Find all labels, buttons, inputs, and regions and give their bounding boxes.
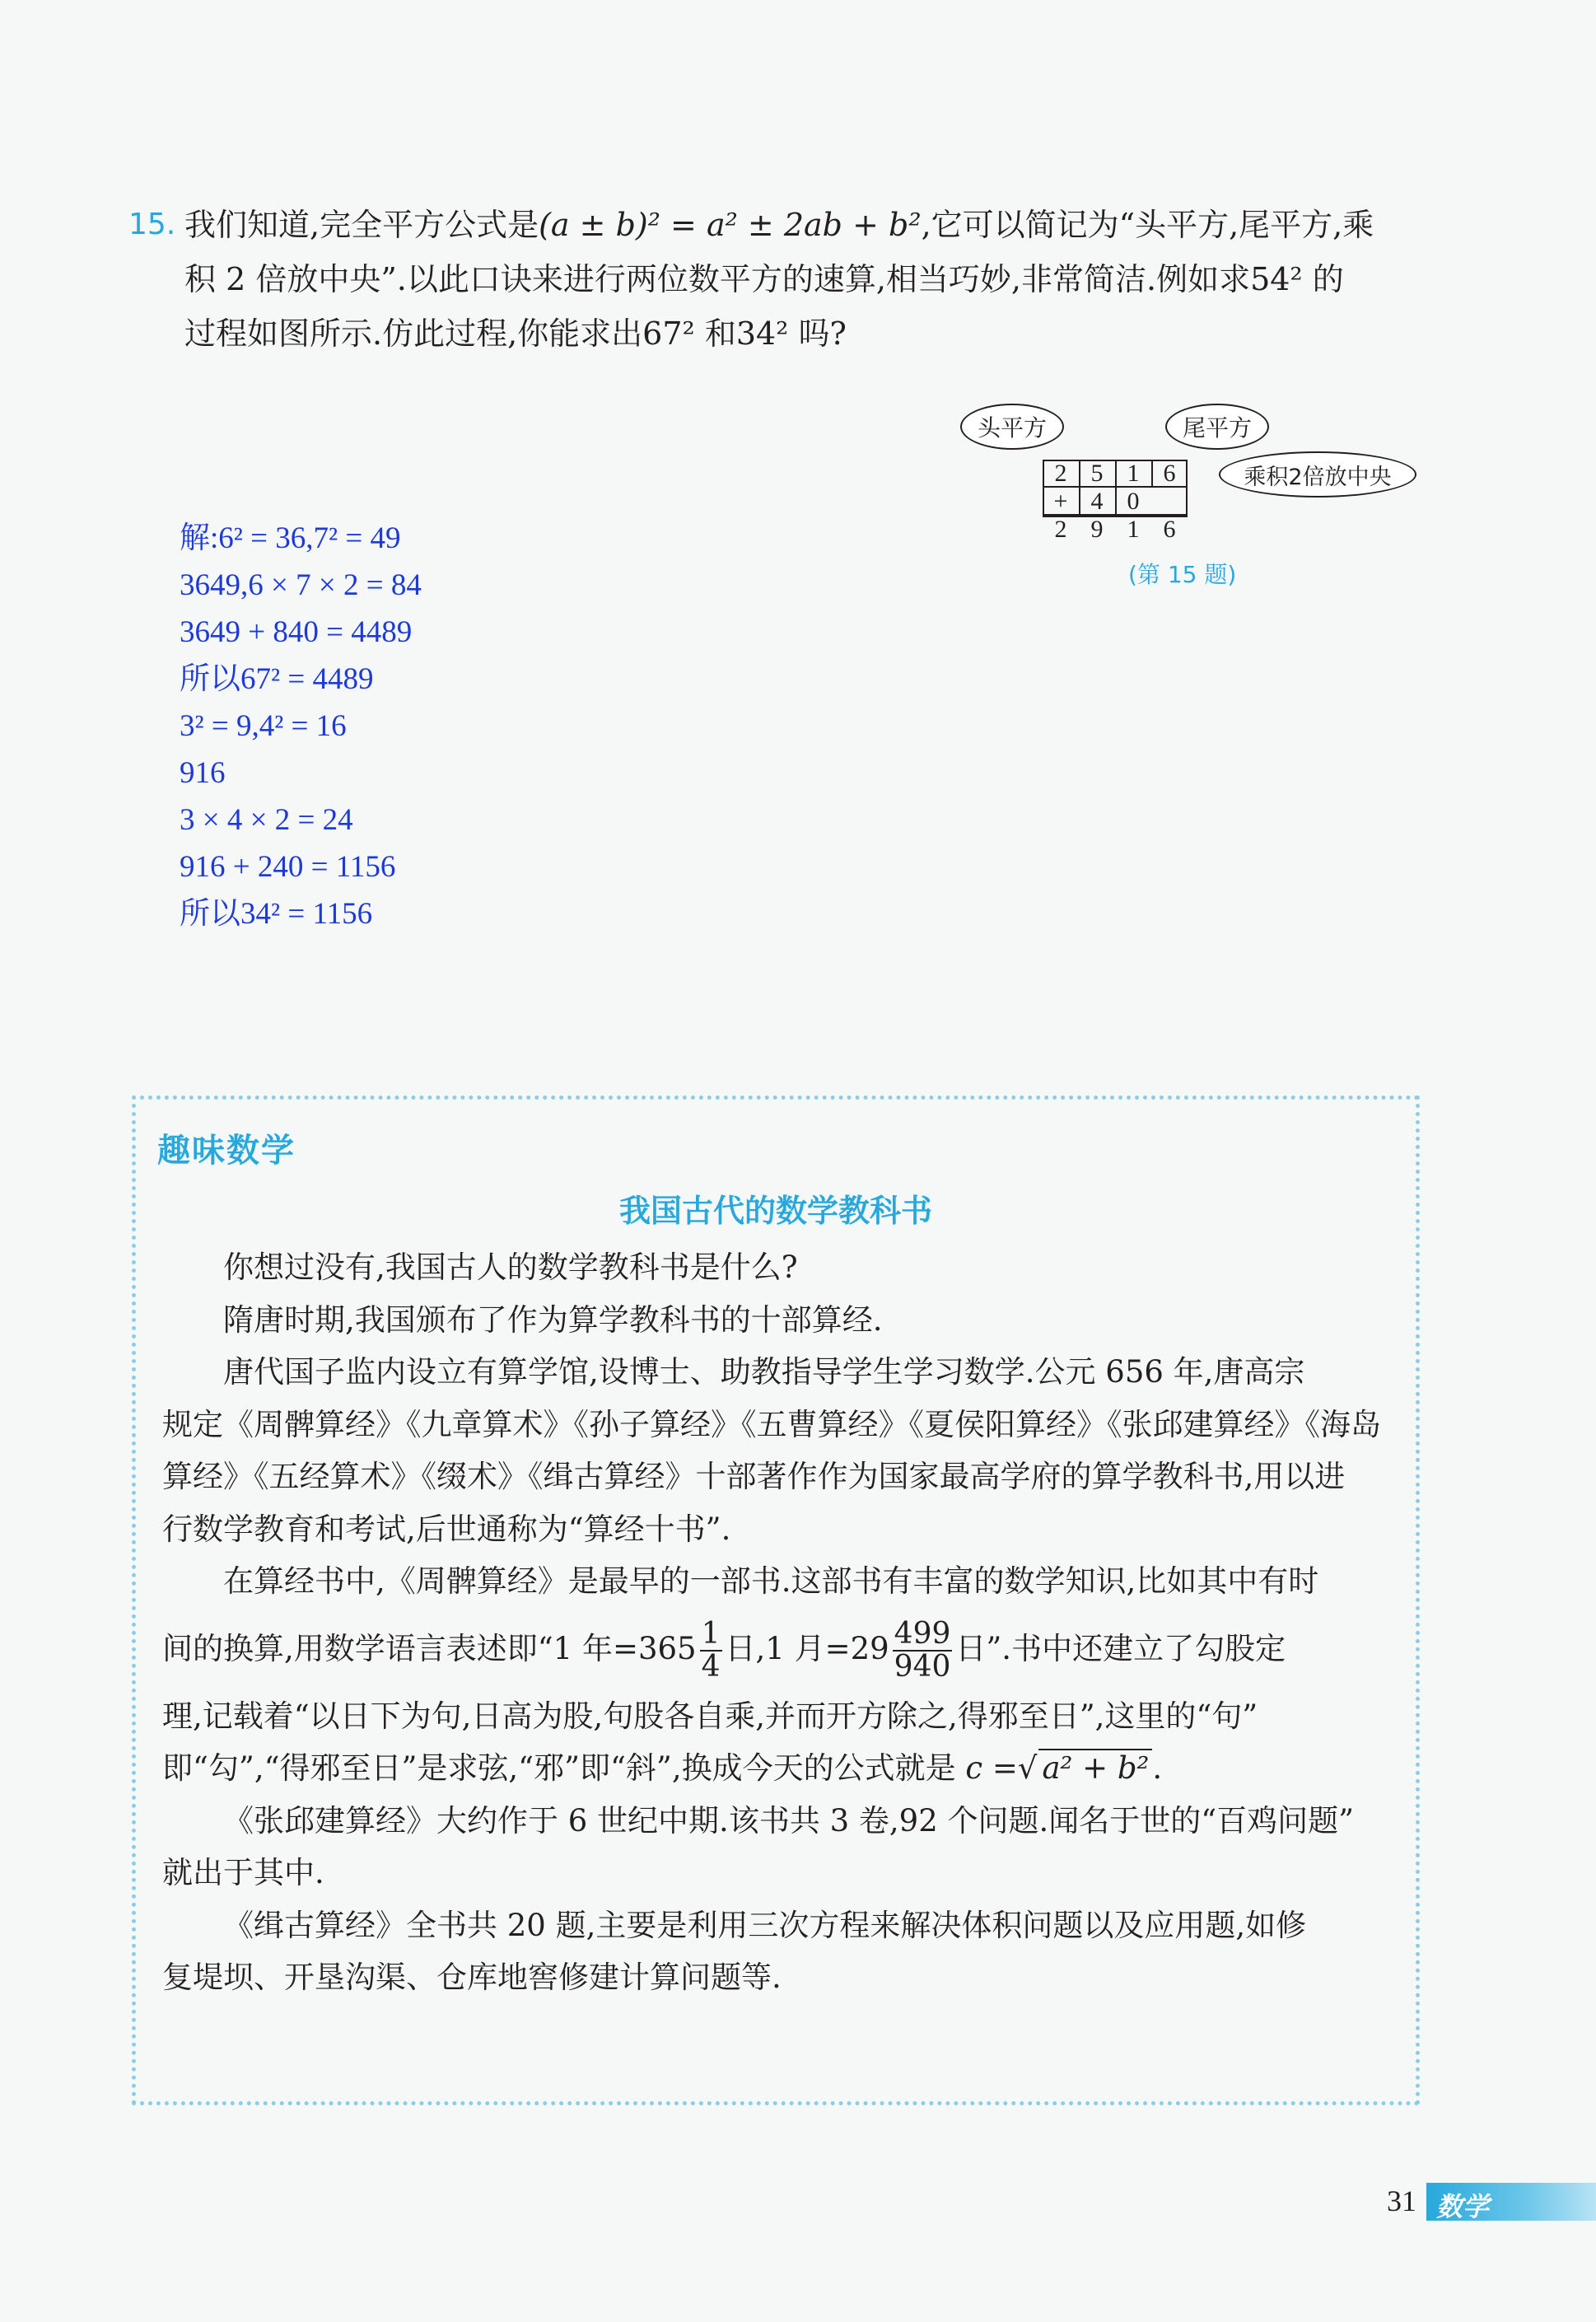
- page-number: 31: [1387, 2184, 1416, 2217]
- paragraph-6-line-2: 复堤坝、开垦沟渠、仓库地窖修建计算问题等.: [162, 1960, 782, 1995]
- fraction-month: $\frac{499}{940}$: [894, 1617, 951, 1684]
- solution-line: 所以34² = 1156: [180, 897, 373, 931]
- digit-cell: 9: [1090, 516, 1104, 543]
- digit-cell: 4: [1090, 488, 1104, 515]
- paragraph-3-line-4: 行数学教育和考试,后世通称为“算经十书”.: [162, 1511, 731, 1547]
- solution-line: 3 × 4 × 2 = 24: [180, 803, 353, 837]
- paragraph-3-line-2: 规定《周髀算经》《九章算术》《孙子算经》《五曹算经》《夏侯阳算经》《张邱建算经》《海岛: [162, 1406, 1381, 1442]
- subject-tab: [1426, 2183, 1596, 2221]
- solution-line: 916: [180, 756, 226, 790]
- solution-line: 解:6² = 36,7² = 49: [180, 521, 401, 555]
- paragraph-5-line-2: 就出于其中.: [162, 1855, 324, 1890]
- digit-cell: 5: [1090, 460, 1104, 487]
- digit-cell: +: [1053, 488, 1068, 515]
- digit-cell: 6: [1163, 460, 1176, 487]
- paragraph-3-line-3: 算经》《五经算术》《缀术》《缉古算经》十部著作作为国家最高学府的算学教科书,用以进: [162, 1459, 1346, 1494]
- fraction-quarter: $\frac{1}{4}$: [701, 1617, 721, 1684]
- digit-cell: [1151, 488, 1188, 516]
- paragraph-4-line-2: 间的换算,用数学语言表述即“1 年=365 $\frac{1}{4}$ 日,1 月=29 $\frac{499}{940}$ 日”.书中还建立了勾股定: [162, 1617, 1286, 1684]
- digit-cell: 6: [1163, 516, 1176, 543]
- figure-row-2: [1043, 488, 1188, 516]
- bubble-head-square: 头平方: [960, 404, 1064, 450]
- solution-line: 3² = 9,4² = 16: [180, 709, 347, 743]
- fun-math-box: [132, 1096, 1420, 2105]
- figure-row-1: [1043, 460, 1188, 488]
- solution-line: 3649,6 × 7 × 2 = 84: [180, 568, 422, 602]
- digit-cell: 0: [1127, 488, 1140, 515]
- sqrt-radicand: a² + b²: [1038, 1749, 1152, 1787]
- paragraph-4-line-4: 即“勾”,“得邪至日”是求弦,“邪”即“斜”,换成今天的公式就是 c =√ a² + b² .: [162, 1750, 1163, 1786]
- digit-cell: 1: [1127, 516, 1140, 543]
- figure-row-3: [1043, 516, 1188, 544]
- subject-label: 数学: [1436, 2191, 1490, 2222]
- bubble-tail-square: 尾平方: [1165, 404, 1269, 450]
- solution-line: 所以67² = 4489: [180, 662, 374, 696]
- paragraph-4-line-1: 在算经书中,《周髀算经》是最早的一部书.这部书有丰富的数学知识,比如其中有时: [223, 1563, 1319, 1599]
- fun-math-body: [162, 1241, 1391, 2004]
- figure-digit-grid: [1043, 460, 1188, 544]
- sqrt-sign: √: [1017, 1750, 1038, 1786]
- problem-line-3: 过程如图所示.仿此过程,你能求出67² 和34² 吗?: [184, 315, 847, 352]
- figure-caption: (第 15 题): [1128, 561, 1237, 588]
- fun-math-title: 趣味数学: [157, 1132, 296, 1170]
- solution-line: 3649 + 840 = 4489: [180, 615, 413, 649]
- problem-line-1: 我们知道,完全平方公式是(a ± b)² = a² ± 2ab + b²,它可以简记为“头平方,尾平方,乘: [184, 207, 1374, 243]
- problem-text: [130, 198, 1423, 361]
- bubble-middle-product: 乘积2倍放中央: [1219, 451, 1416, 498]
- problem-figure: [947, 395, 1425, 601]
- digit-cell: 2: [1054, 516, 1067, 543]
- problem-15: [130, 198, 1423, 361]
- digit-cell: 1: [1127, 460, 1140, 487]
- digit-cell: 2: [1054, 460, 1067, 487]
- square-formula: (a ± b)² = a² ± 2ab + b²: [539, 207, 922, 243]
- paragraph-5-line-1: 《张邱建算经》大约作于 6 世纪中期.该书共 3 卷,92 个问题.闻名于世的“百鸡问题”: [223, 1802, 1355, 1838]
- paragraph-3-line-1: 唐代国子监内设立有算学馆,设博士、助教指导学生学习数学.公元 656 年,唐高宗: [223, 1354, 1305, 1390]
- problem-number: 15.: [128, 208, 176, 241]
- fun-math-subtitle: 我国古代的数学教科书: [618, 1193, 932, 1229]
- paragraph-1: 你想过没有,我国古人的数学教科书是什么?: [223, 1250, 798, 1285]
- handwritten-solution: [180, 515, 422, 937]
- solution-line: 916 + 240 = 1156: [180, 850, 396, 884]
- problem-line-2: 积 2 倍放中央”.以此口诀来进行两位数平方的速算,相当巧妙,非常简洁.例如求54² 的: [184, 261, 1344, 297]
- paragraph-4-line-3: 理,记载着“以日下为句,日高为股,句股各自乘,并而开方除之,得邪至日”,这里的“句”: [162, 1698, 1258, 1734]
- paragraph-2: 隋唐时期,我国颁布了作为算学教科书的十部算经.: [223, 1301, 883, 1338]
- formula-lhs: c =: [965, 1750, 1018, 1786]
- paragraph-6-line-1: 《缉古算经》全书共 20 题,主要是利用三次方程来解决体积问题以及应用题,如修: [223, 1907, 1307, 1943]
